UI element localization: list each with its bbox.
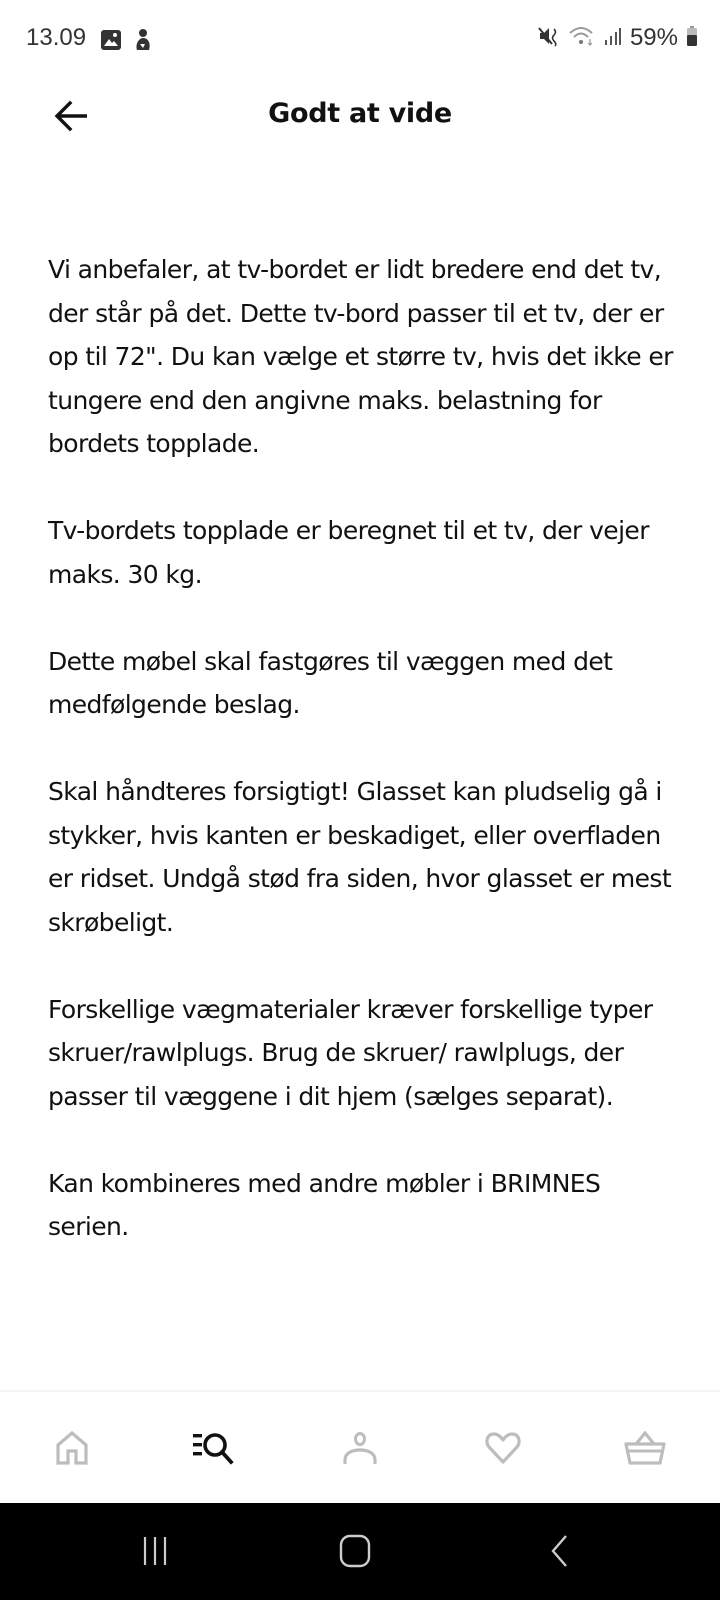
bottom-nav — [0, 1390, 720, 1503]
home-icon — [54, 1431, 90, 1469]
nav-home[interactable] — [47, 1430, 97, 1470]
app-header — [0, 80, 720, 154]
system-nav-bar — [0, 1503, 720, 1600]
info-paragraph-glass-warning: Skal håndteres forsigtigt! Glasset kan pludselig gå i stykker, hvis kanten er beskadiget, eller overfladen er ridset. Undgå stød fra siden, hvor glasset er mest skrøbeligt. — [48, 777, 672, 937]
info-paragraph-width: Vi anbefaler, at tv-bordet er lidt bredere end det tv, der står på det. Dette tv-bord passer til et tv, der er op til 72". Du kan vælge et større tv, hvis det ikke er tungere end den angivne maks. belastning for bordets topplade. — [48, 255, 673, 458]
info-paragraph-series: Kan kombineres med andre møbler i BRIMNES serien. — [48, 1168, 601, 1241]
status-left-icons — [100, 28, 154, 56]
basket-icon — [623, 1431, 667, 1469]
info-paragraph-screws: Forskellige vægmaterialer kræver forskellige typer skruer/rawlplugs. Brug de skruer/ rawlplugs, der passer til væggene i dit hjem (sælges separat). — [48, 994, 653, 1111]
wifi-icon — [568, 25, 596, 51]
nav-profile[interactable] — [335, 1430, 385, 1470]
back-chevron-icon — [548, 1534, 572, 1572]
search-menu-icon — [191, 1430, 239, 1470]
status-time: 13.09 — [26, 24, 87, 51]
system-back-button[interactable] — [535, 1533, 585, 1573]
mute-vibrate-icon — [538, 25, 560, 51]
good-to-know-content — [48, 248, 678, 1292]
recents-button[interactable] — [130, 1533, 180, 1573]
info-paragraph-wall-fixing: Dette møbel skal fastgøres til væggen med det medfølgende beslag. — [48, 646, 613, 719]
gallery-icon — [100, 29, 122, 55]
nav-basket[interactable] — [620, 1430, 670, 1470]
signal-icon — [604, 26, 622, 50]
info-paragraph-load: Tv-bordets topplade er beregnet til et tv, der vejer maks. 30 kg. — [48, 516, 649, 589]
recents-icon — [139, 1535, 171, 1571]
status-right-icons — [538, 24, 698, 52]
nav-search[interactable] — [190, 1430, 240, 1470]
battery-icon — [686, 25, 698, 51]
status-bar — [0, 0, 720, 80]
home-circle-icon — [338, 1534, 372, 1572]
battery-percent: 59% — [629, 24, 678, 51]
system-home-button[interactable] — [330, 1533, 380, 1573]
heart-icon — [484, 1431, 522, 1469]
nav-favourites[interactable] — [478, 1430, 528, 1470]
notification-app-icon — [132, 28, 154, 56]
page-title: Godt at vide — [268, 98, 452, 129]
person-icon — [342, 1431, 378, 1469]
